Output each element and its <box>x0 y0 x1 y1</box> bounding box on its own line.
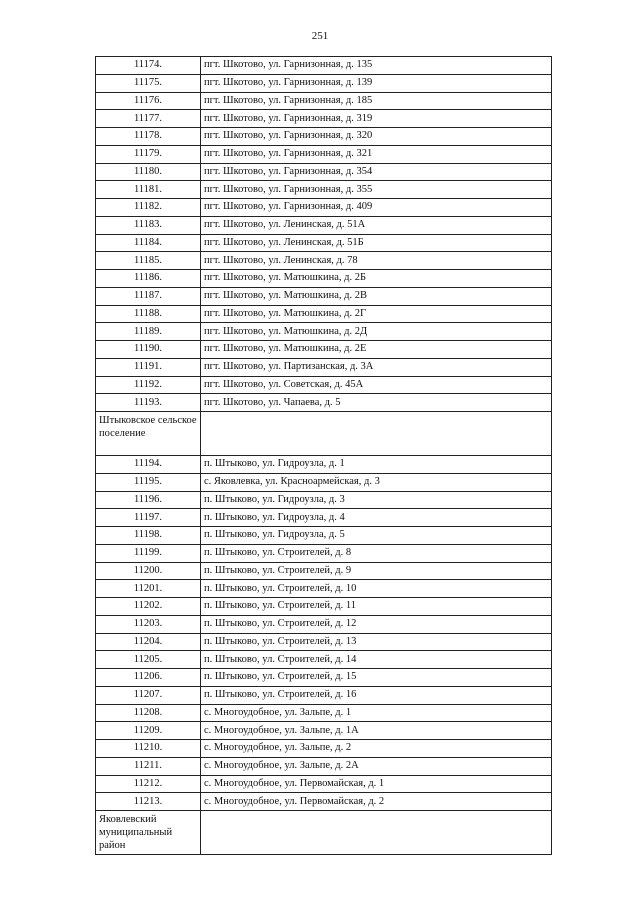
table-row <box>96 615 552 633</box>
row-address: п. Штыково, ул. Гидроузла, д. 5 <box>201 527 552 545</box>
row-number: 11205. <box>96 651 201 669</box>
row-number: 11211. <box>96 757 201 775</box>
row-number: 11209. <box>96 722 201 740</box>
section-label: Штыковское сельское поселение <box>96 412 201 456</box>
table-row <box>96 252 552 270</box>
table-row <box>96 358 552 376</box>
table-row <box>96 580 552 598</box>
row-address: п. Штыково, ул. Гидроузла, д. 4 <box>201 509 552 527</box>
table-row <box>96 509 552 527</box>
row-number: 11184. <box>96 234 201 252</box>
table-row <box>96 651 552 669</box>
row-number: 11193. <box>96 394 201 412</box>
row-address: пгт. Шкотово, ул. Матюшкина, д. 2Д <box>201 323 552 341</box>
row-address: пгт. Шкотово, ул. Чапаева, д. 5 <box>201 394 552 412</box>
row-address: пгт. Шкотово, ул. Гарнизонная, д. 320 <box>201 128 552 146</box>
row-number: 11194. <box>96 456 201 474</box>
table-row <box>96 181 552 199</box>
row-address: с. Яковлевка, ул. Красноармейская, д. 3 <box>201 473 552 491</box>
row-address: пгт. Шкотово, ул. Матюшкина, д. 2Г <box>201 305 552 323</box>
row-address: п. Штыково, ул. Строителей, д. 15 <box>201 669 552 687</box>
table-row <box>96 216 552 234</box>
row-number: 11179. <box>96 145 201 163</box>
row-address: с. Многоудобное, ул. Первомайская, д. 1 <box>201 775 552 793</box>
row-number: 11202. <box>96 598 201 616</box>
row-number: 11201. <box>96 580 201 598</box>
row-address: пгт. Шкотово, ул. Матюшкина, д. 2В <box>201 287 552 305</box>
row-address: с. Многоудобное, ул. Первомайская, д. 2 <box>201 793 552 811</box>
row-address: пгт. Шкотово, ул. Гарнизонная, д. 139 <box>201 74 552 92</box>
row-number: 11181. <box>96 181 201 199</box>
row-address: с. Многоудобное, ул. Зальпе, д. 2А <box>201 757 552 775</box>
row-address: пгт. Шкотово, ул. Гарнизонная, д. 319 <box>201 110 552 128</box>
row-number: 11199. <box>96 544 201 562</box>
row-number: 11180. <box>96 163 201 181</box>
table-row <box>96 473 552 491</box>
row-number: 11189. <box>96 323 201 341</box>
table-row <box>96 234 552 252</box>
row-address: п. Штыково, ул. Строителей, д. 10 <box>201 580 552 598</box>
table-row <box>96 544 552 562</box>
row-address: п. Штыково, ул. Строителей, д. 16 <box>201 686 552 704</box>
table-row <box>96 456 552 474</box>
row-address: п. Штыково, ул. Строителей, д. 12 <box>201 615 552 633</box>
table-row <box>96 740 552 758</box>
address-registry-table <box>95 56 552 855</box>
table-row <box>96 722 552 740</box>
row-address: пгт. Шкотово, ул. Советская, д. 45А <box>201 376 552 394</box>
row-number: 11182. <box>96 199 201 217</box>
table-row <box>96 323 552 341</box>
table-row <box>96 163 552 181</box>
row-number: 11198. <box>96 527 201 545</box>
table-row <box>96 57 552 75</box>
row-address: пгт. Шкотово, ул. Гарнизонная, д. 321 <box>201 145 552 163</box>
row-address: п. Штыково, ул. Гидроузла, д. 1 <box>201 456 552 474</box>
row-address: пгт. Шкотово, ул. Матюшкина, д. 2Б <box>201 270 552 288</box>
row-number: 11207. <box>96 686 201 704</box>
row-number: 11191. <box>96 358 201 376</box>
table-row <box>96 287 552 305</box>
row-address: пгт. Шкотово, ул. Матюшкина, д. 2Е <box>201 341 552 359</box>
row-number: 11185. <box>96 252 201 270</box>
row-number: 11190. <box>96 341 201 359</box>
row-address: пгт. Шкотово, ул. Партизанская, д. 3А <box>201 358 552 376</box>
table-row <box>96 394 552 412</box>
table-row <box>96 74 552 92</box>
section-label: Яковлевский муниципальный район <box>96 811 201 855</box>
table-row <box>96 270 552 288</box>
row-number: 11212. <box>96 775 201 793</box>
table-row <box>96 341 552 359</box>
row-number: 11203. <box>96 615 201 633</box>
table-row <box>96 199 552 217</box>
row-number: 11175. <box>96 74 201 92</box>
table-row <box>96 527 552 545</box>
row-address: п. Штыково, ул. Строителей, д. 14 <box>201 651 552 669</box>
table-row <box>96 110 552 128</box>
row-address: пгт. Шкотово, ул. Гарнизонная, д. 185 <box>201 92 552 110</box>
row-number: 11188. <box>96 305 201 323</box>
row-number: 11210. <box>96 740 201 758</box>
row-number: 11200. <box>96 562 201 580</box>
row-number: 11196. <box>96 491 201 509</box>
table-row <box>96 305 552 323</box>
row-number: 11208. <box>96 704 201 722</box>
row-number: 11183. <box>96 216 201 234</box>
table-row <box>96 633 552 651</box>
row-address: с. Многоудобное, ул. Зальпе, д. 1 <box>201 704 552 722</box>
row-address: п. Штыково, ул. Строителей, д. 13 <box>201 633 552 651</box>
section-row <box>96 811 552 855</box>
page-number: 251 <box>311 30 329 42</box>
row-address: пгт. Шкотово, ул. Гарнизонная, д. 355 <box>201 181 552 199</box>
row-address: п. Штыково, ул. Строителей, д. 11 <box>201 598 552 616</box>
table-row <box>96 145 552 163</box>
row-number: 11195. <box>96 473 201 491</box>
table-row <box>96 757 552 775</box>
table-row <box>96 376 552 394</box>
row-number: 11177. <box>96 110 201 128</box>
row-number: 11213. <box>96 793 201 811</box>
table-row <box>96 92 552 110</box>
row-address: пгт. Шкотово, ул. Ленинская, д. 78 <box>201 252 552 270</box>
table-row <box>96 491 552 509</box>
row-number: 11176. <box>96 92 201 110</box>
row-number: 11187. <box>96 287 201 305</box>
row-address: пгт. Шкотово, ул. Ленинская, д. 51А <box>201 216 552 234</box>
row-address: пгт. Шкотово, ул. Гарнизонная, д. 409 <box>201 199 552 217</box>
row-number: 11178. <box>96 128 201 146</box>
section-empty-cell <box>201 412 552 456</box>
row-address: пгт. Шкотово, ул. Гарнизонная, д. 354 <box>201 163 552 181</box>
row-address: п. Штыково, ул. Гидроузла, д. 3 <box>201 491 552 509</box>
table-row <box>96 686 552 704</box>
row-address: с. Многоудобное, ул. Зальпе, д. 2 <box>201 740 552 758</box>
row-address: пгт. Шкотово, ул. Ленинская, д. 51Б <box>201 234 552 252</box>
row-address: с. Многоудобное, ул. Зальпе, д. 1А <box>201 722 552 740</box>
row-address: пгт. Шкотово, ул. Гарнизонная, д. 135 <box>201 57 552 75</box>
registry-body <box>96 57 552 855</box>
row-address: п. Штыково, ул. Строителей, д. 8 <box>201 544 552 562</box>
row-number: 11204. <box>96 633 201 651</box>
row-address: п. Штыково, ул. Строителей, д. 9 <box>201 562 552 580</box>
table-row <box>96 775 552 793</box>
section-empty-cell <box>201 811 552 855</box>
row-number: 11192. <box>96 376 201 394</box>
table-row <box>96 793 552 811</box>
row-number: 11197. <box>96 509 201 527</box>
table-row <box>96 669 552 687</box>
table-row <box>96 704 552 722</box>
row-number: 11174. <box>96 57 201 75</box>
row-number: 11186. <box>96 270 201 288</box>
table-row <box>96 598 552 616</box>
table-row <box>96 128 552 146</box>
section-row <box>96 412 552 456</box>
table-row <box>96 562 552 580</box>
row-number: 11206. <box>96 669 201 687</box>
